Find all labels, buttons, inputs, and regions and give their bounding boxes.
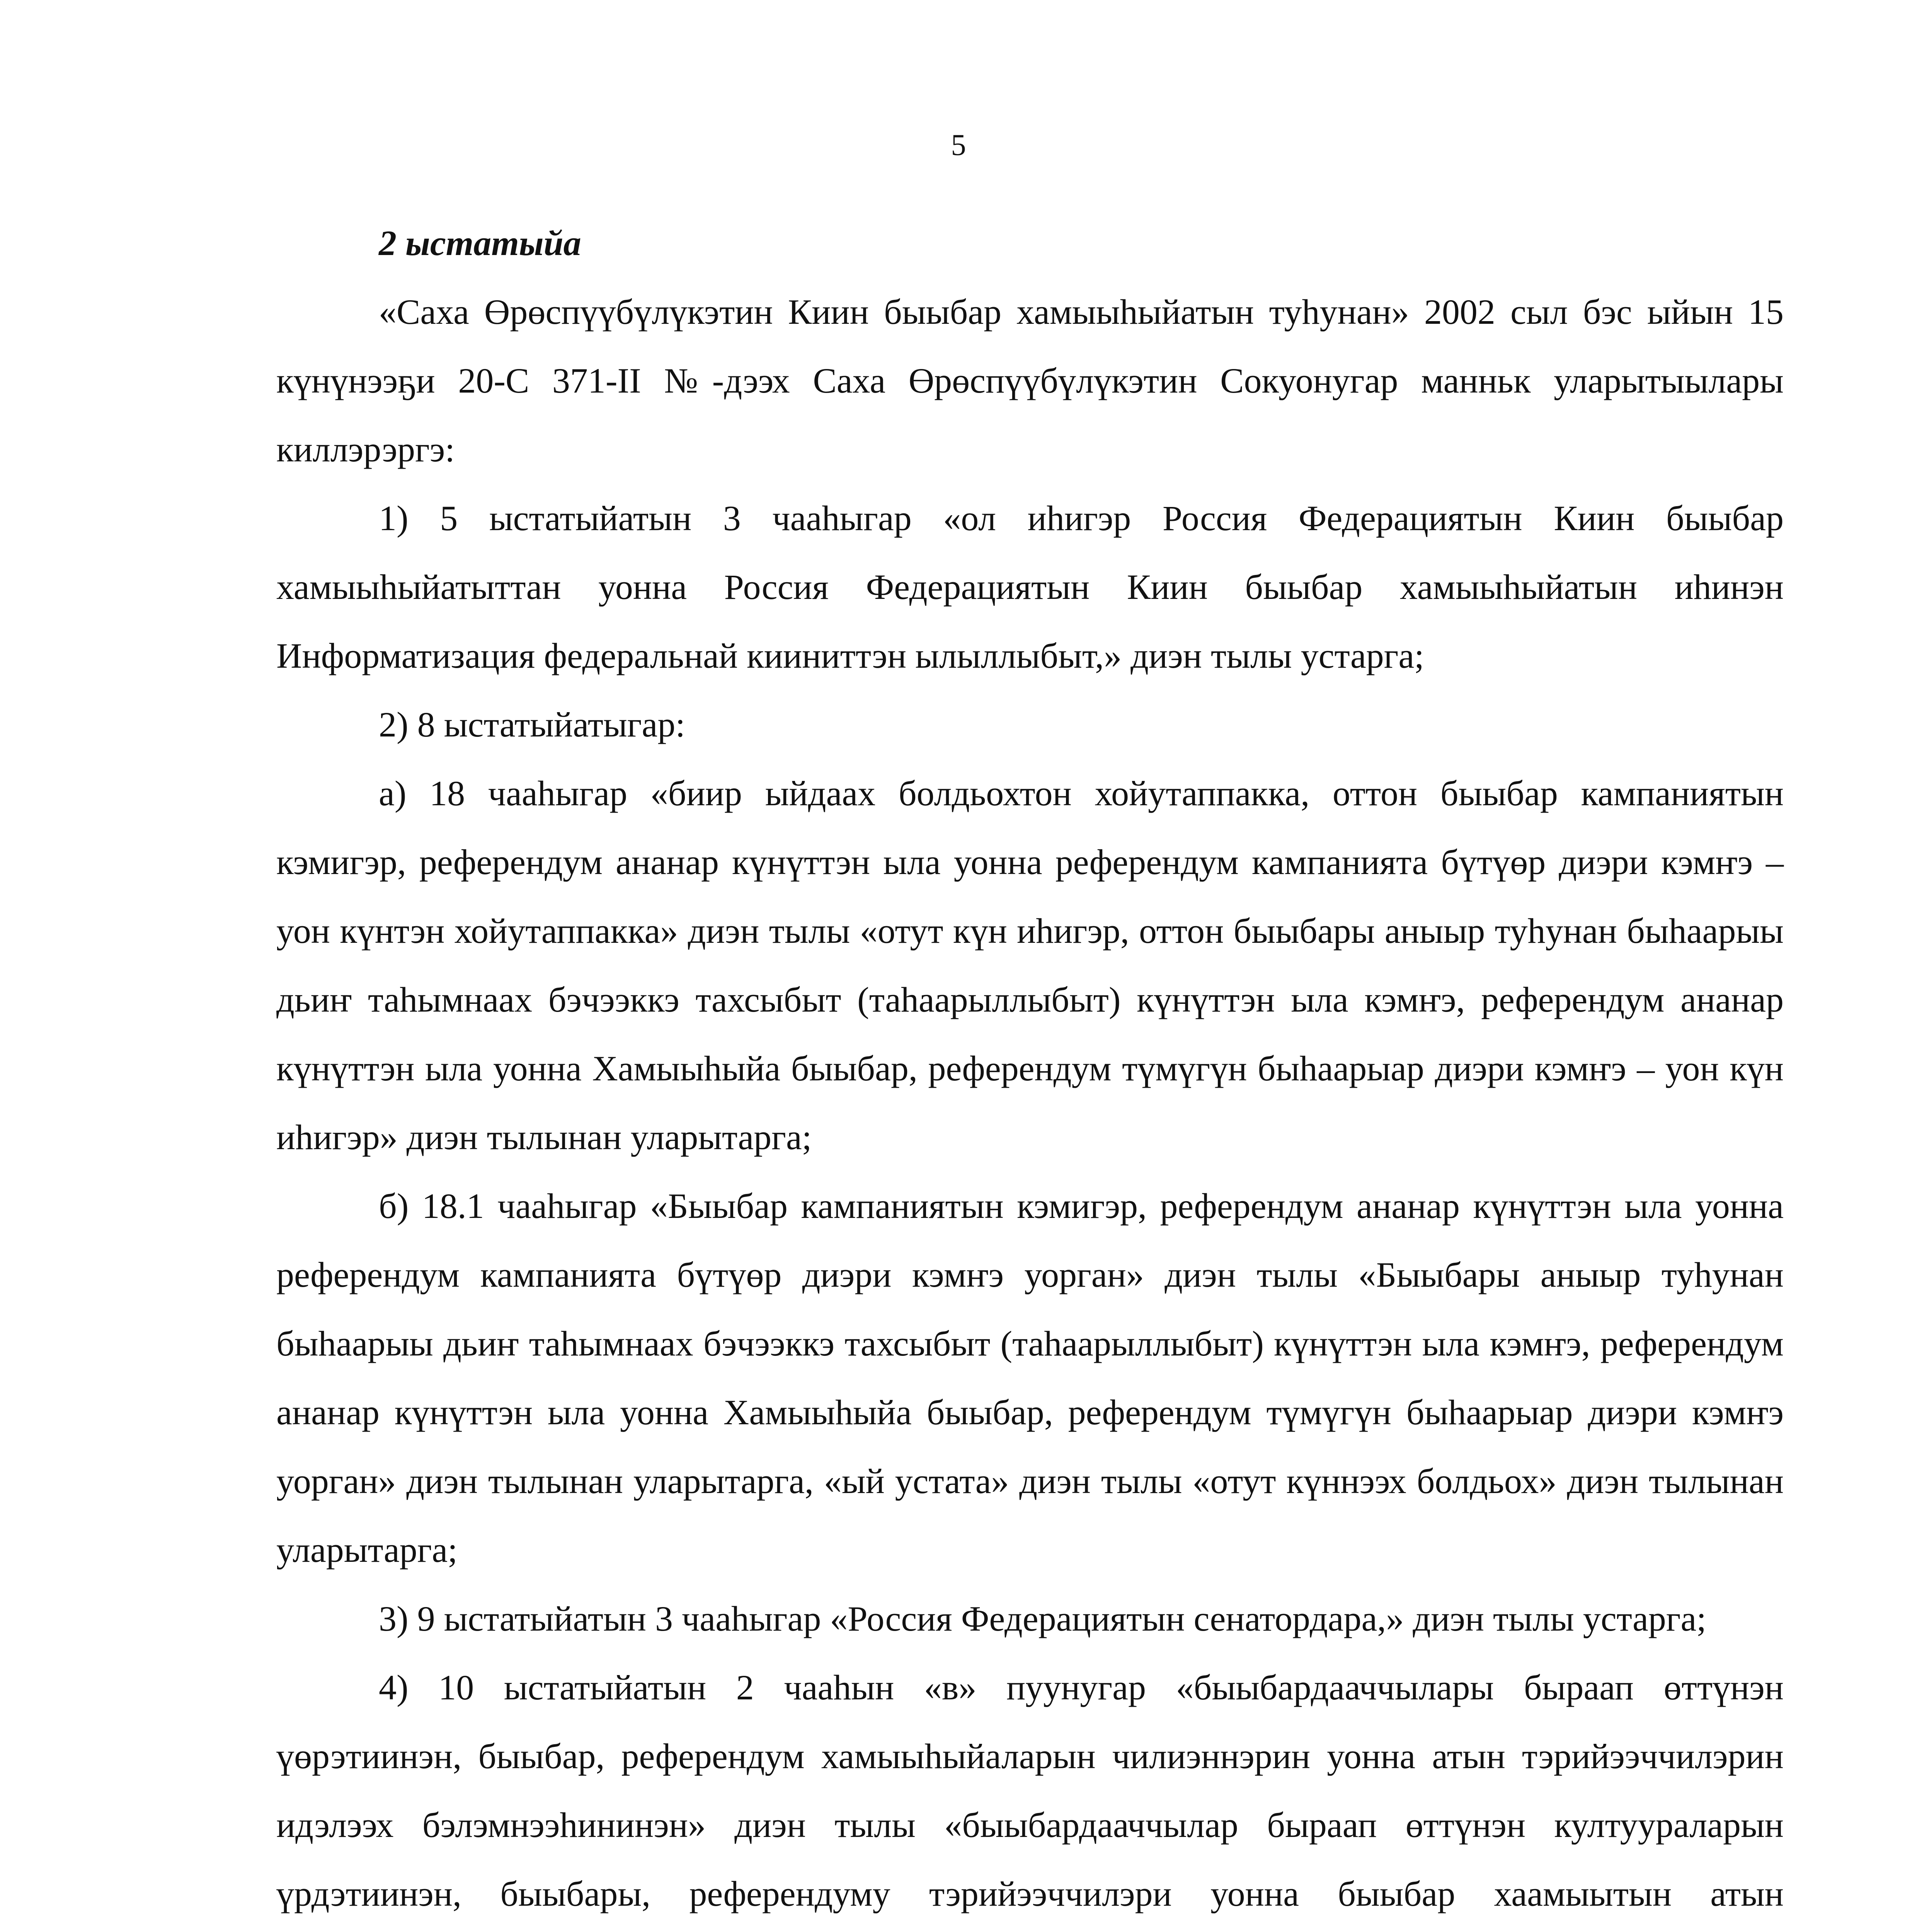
- page-number: 5: [951, 128, 966, 162]
- paragraph-item-4: 4) 10 ыстатыйатын 2 чааһын «в» пуунугар «быыбардааччылары быраап өттүнэн үөрэтиинэн, быыбар, референдум хамыыһыйаларын чилиэннэрин уонна атын тэрийээччилэрин идэлээх бэлэмнээһининэн» диэн тылы «быыбардааччылар быраап өттүнэн култуураларын үрдэтиинэн, быыбары, референдуму тэрийээччилэри уонна быыбар хаамыытын атын: [276, 1668, 1784, 1913]
- paragraph-item-2: 2) 8 ыстатыйатыгар:: [379, 705, 685, 744]
- paragraph-intro: «Саха Өрөспүүбүлүкэтин Киин быыбар хамыыһыйатын туһунан» 2002 сыл бэс ыйын 15 күнүнээҕи 20-С 371-II №-дээх Саха Өрөспүүбүлүкэтин Сокуонугар манньк уларытыылары киллэрэргэ:: [276, 292, 1784, 469]
- paragraph-item-3: 3) 9 ыстатыйатын 3 чааһыгар «Россия Федерациятын сенатордара,» диэн тылы устарга;: [379, 1599, 1706, 1638]
- paragraph-item-1: 1) 5 ыстатыйатын 3 чааһыгар «ол иһигэр Россия Федерациятын Киин быыбар хамыыһыйатыттан уонна Россия Федерациятын Киин быыбар хамыыһыйатын иһинэн Информатизация федеральнай кииниттэн ылыллыбыт,» диэн тылы устарга;: [276, 498, 1784, 675]
- document-body: [276, 209, 1784, 1932]
- article-heading: 2 ыстатыйа: [379, 223, 581, 263]
- paragraph-item-2b: б) 18.1 чааһыгар «Быыбар кампаниятын кэмигэр, референдум ананар күнүттэн ыла уонна референдум кампанията бүтүөр диэри кэмҥэ уорган» диэн тылы «Быыбары аныыр туһунан быһаарыы дьиҥ таһымнаах бэчээккэ тахсыбыт (таһаарыллыбыт) күнүттэн ыла кэмҥэ, референдум ананар күнүттэн ыла уонна Хамыыһыйа быыбар, референдум түмүгүн быһаарыар диэри кэмҥэ уорган» диэн тылынан уларытарга, «ый устата» диэн тылы «отут күннээх болдьох» диэн тылынан уларытарга;: [276, 1186, 1784, 1570]
- paragraph-item-2a: а) 18 чааһыгар «биир ыйдаах болдьохтон хойутаппакка, оттон быыбар кампаниятын кэмигэр, референдум ананар күнүттэн ыла уонна референдум кампанията бүтүөр диэри кэмҥэ – уон күнтэн хойутаппакка» диэн тылы «отут күн иһигэр, оттон быыбары аныыр туһунан быһаарыы дьиҥ таһымнаах бэчээккэ тахсыбыт (таһаарыллыбыт) күнүттэн ыла кэмҥэ, референдум ананар күнүттэн ыла уонна Хамыыһыйа быыбар, референдум түмүгүн быһаарыар диэри кэмҥэ – уон күн иһигэр» диэн тылынан уларытарга;: [276, 774, 1784, 1157]
